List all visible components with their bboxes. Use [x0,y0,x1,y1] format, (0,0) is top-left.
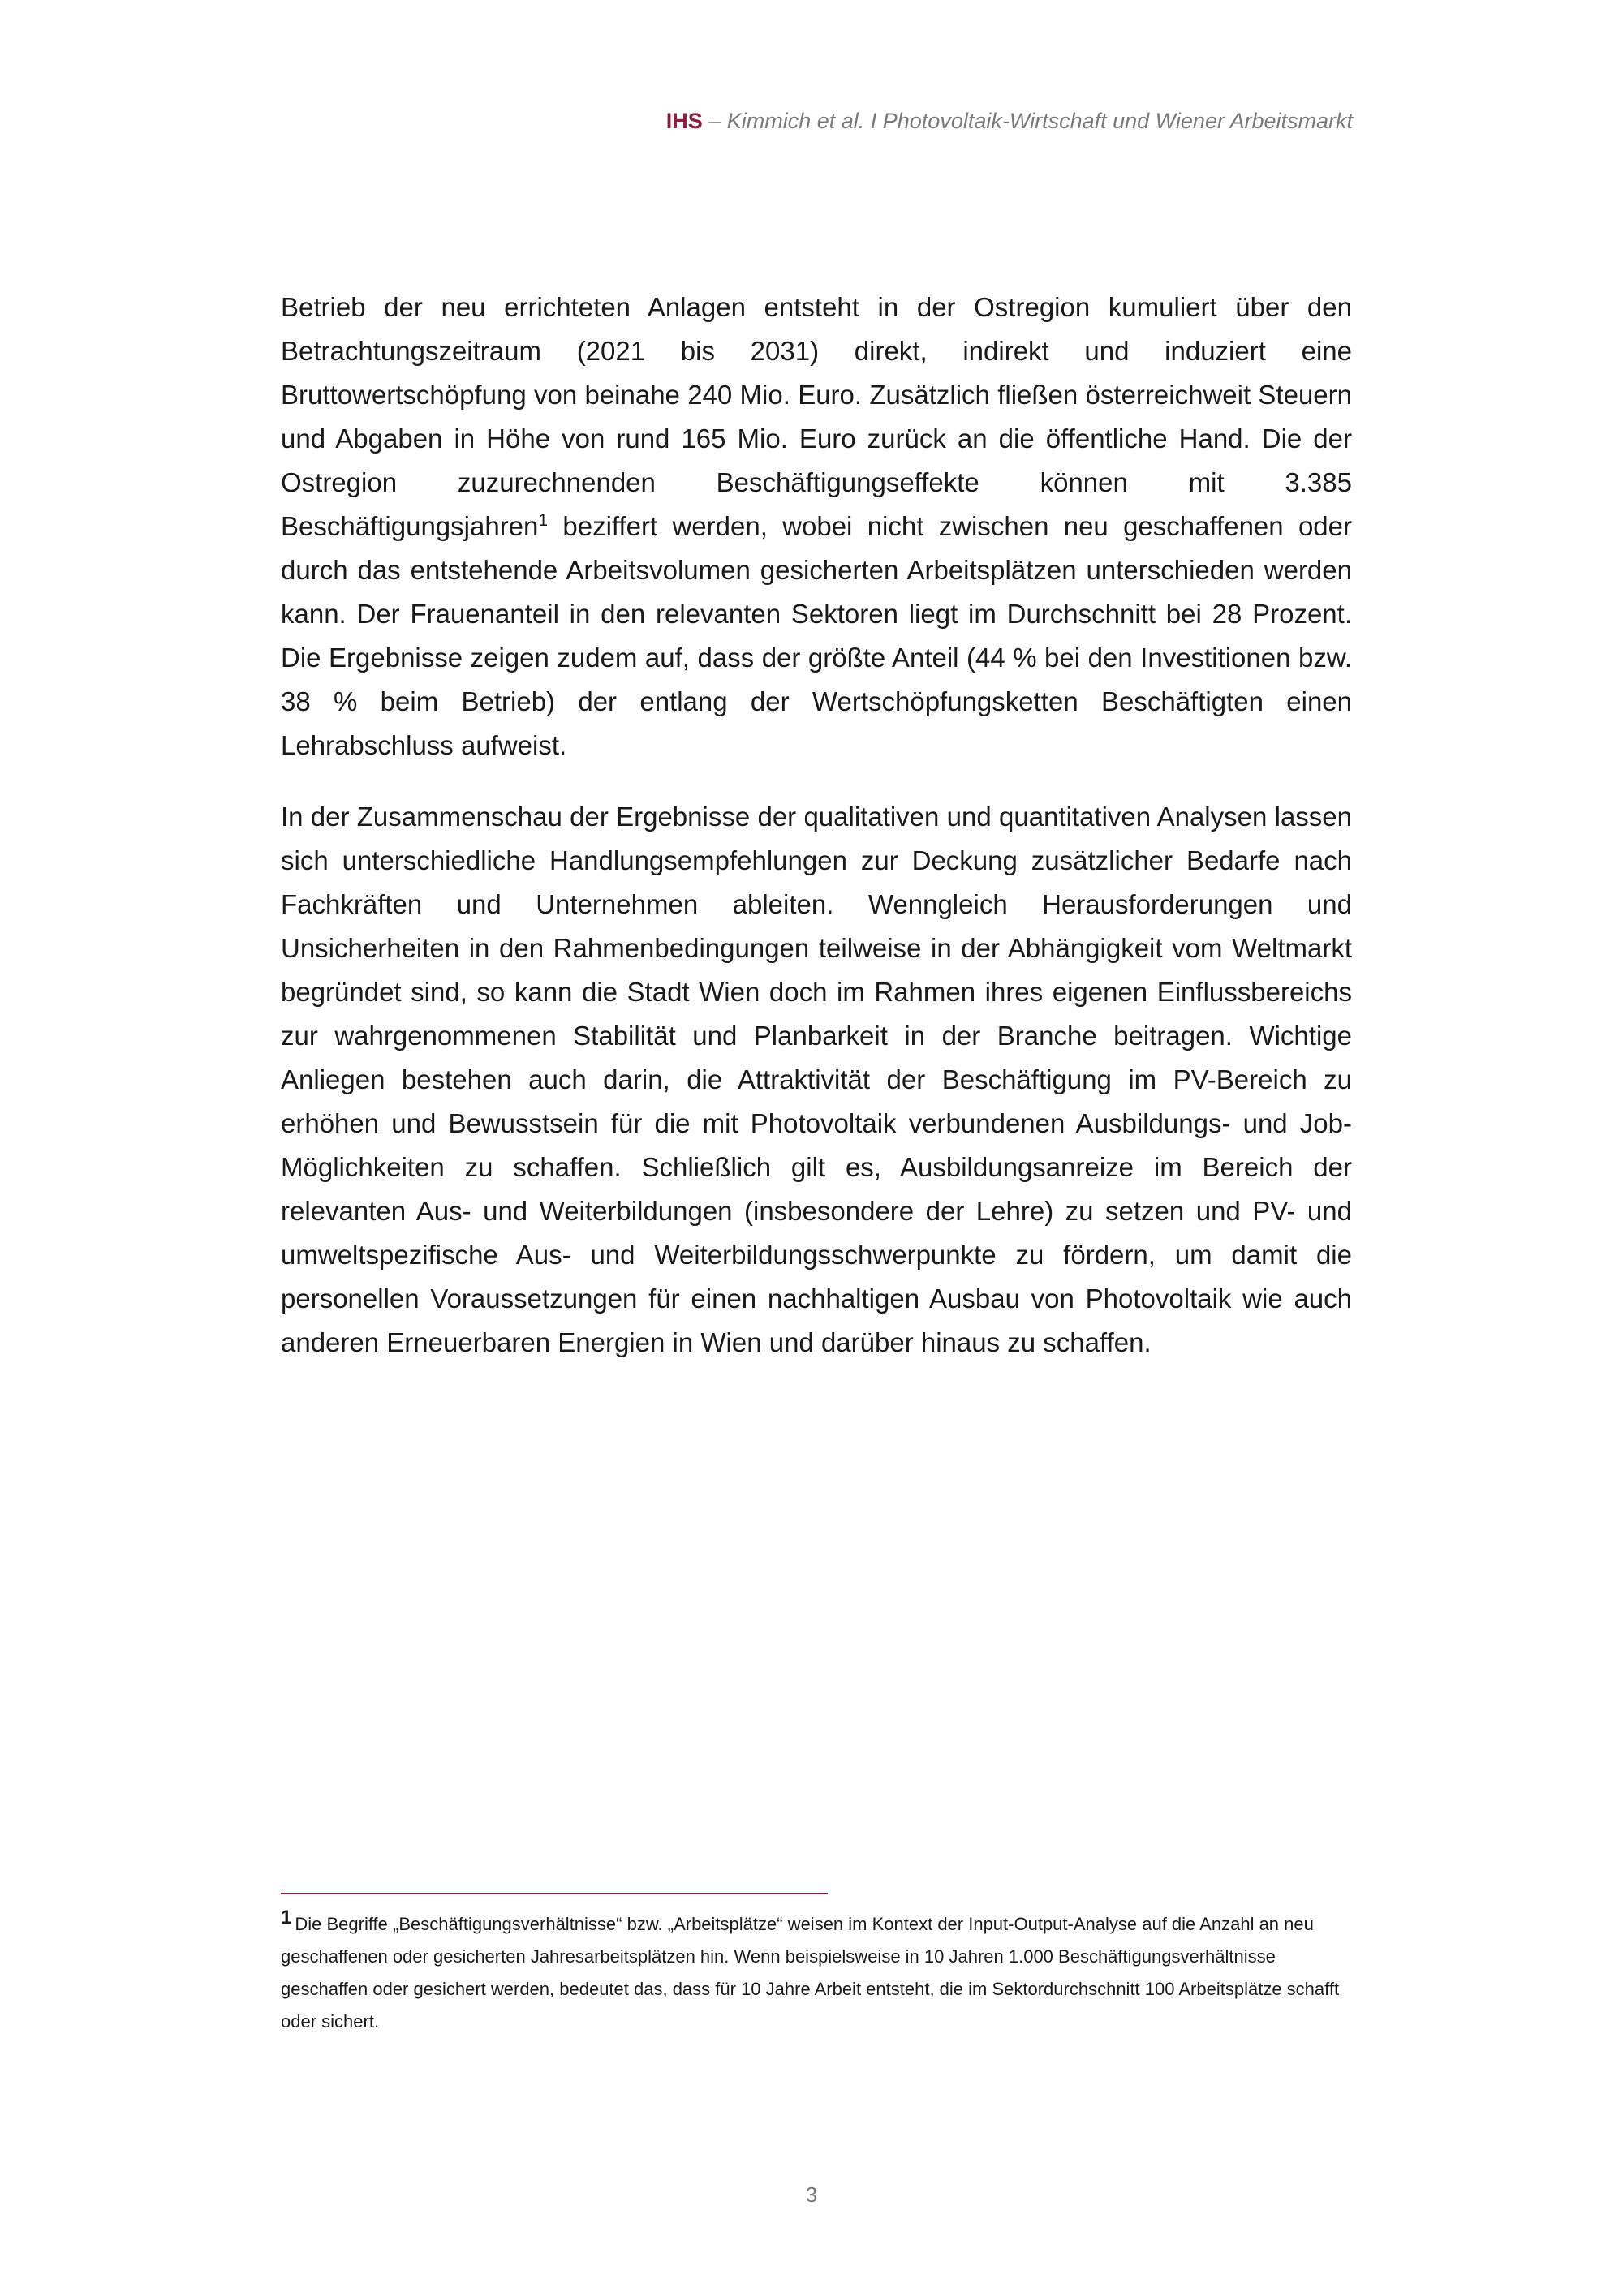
paragraph-2: In der Zusammenschau der Ergebnisse der qualitativen und quantitativen Analysen lassen sich unterschiedliche Handlungsempfehlungen zur Deckung zusätzlicher Bedarfe nach Fachkräften und Unternehmen ableiten. Wenngleich Herausforderungen und Unsicherheiten in den Rahmenbedingungen teilweise in der Abhängigkeit vom Weltmarkt begründet sind, so kann die Stadt Wien doch im Rahmen ihres eigenen Einflussbereichs zur wahrgenommenen Stabilität und Planbarkeit in der Branche beitragen. Wichtige Anliegen bestehen auch darin, die Attraktivität der Beschäftigung im PV-Bereich zu erhöhen und Bewusstsein für die mit Photovoltaik verbundenen Ausbildungs- und Job-Möglichkeiten zu schaffen. Schließlich gilt es, Ausbildungsanreize im Bereich der relevanten Aus- und Weiterbildungen (insbesondere der Lehre) zu setzen und PV- und umweltspezifische Aus- und Weiterbildungsschwerpunkte zu fördern, um damit die personellen Voraussetzungen für einen nachhaltigen Ausbau von Photovoltaik wie auch anderen Erneuerbaren Energien in Wien und darüber hinaus zu schaffen. [281,802,1352,1357]
paragraph-1-text-a: Betrieb der neu errichteten Anlagen entsteht in der Ostregion kumuliert über den Betrachtungszeitraum (2021 bis 2031) direkt, indirekt und induziert eine Bruttowertschöpfung von beinahe 240 Mio. Euro. Zusätzlich fließen österreichweit Steuern und Abgaben in Höhe von rund 165 Mio. Euro zurück an die öffentliche Hand. Die der Ostregion zuzurechnenden Beschäftigungseffekte können mit 3.385 Beschäftigungsjahren [281,292,1352,541]
paragraph-1 [281,286,1352,767]
footnote [281,1908,1352,2038]
footnote-separator [281,1893,828,1894]
footnote-text: Die Begriffe „Beschäftigungsverhältnisse“ bzw. „Arbeitsplätze“ weisen im Kontext der Input-Output-Analyse auf die Anzahl an neu geschaffenen oder gesicherten Jahresarbeitsplätzen hin. Wenn beispielsweise in 10 Jahren 1.000 Beschäftigungsverhältnisse geschaffen oder gesichert werden, bedeutet das, dass für 10 Jahre Arbeit entsteht, die im Sektordurchschnitt 100 Arbeitsplätze schafft oder sichert. [281,1914,1340,2032]
main-text [281,286,1352,1392]
page-number: 3 [805,2182,818,2207]
footnote-reference[interactable]: 1 [538,511,549,530]
paragraph-1-text-b: beziffert werden, wobei nicht zwischen neu geschaffenen oder durch das entstehende Arbeitsvolumen gesicherten Arbeitsplätzen unterschieden werden kann. Der Frauenanteil in den relevanten Sektoren liegt im Durchschnitt bei 28 Prozent. Die Ergebnisse zeigen zudem auf, dass der größte Anteil (44 % bei den Investitionen bzw. 38 % beim Betrieb) der entlang der Wertschöpfungsketten Beschäftigten einen Lehrabschluss aufweist. [281,511,1352,760]
header-org-label: IHS [665,109,703,133]
header-title: – Kimmich et al. I Photovoltaik-Wirtschaft und Wiener Arbeitsmarkt [702,109,1353,133]
running-header [666,109,1353,134]
footnote-marker: 1 [281,1906,292,1928]
